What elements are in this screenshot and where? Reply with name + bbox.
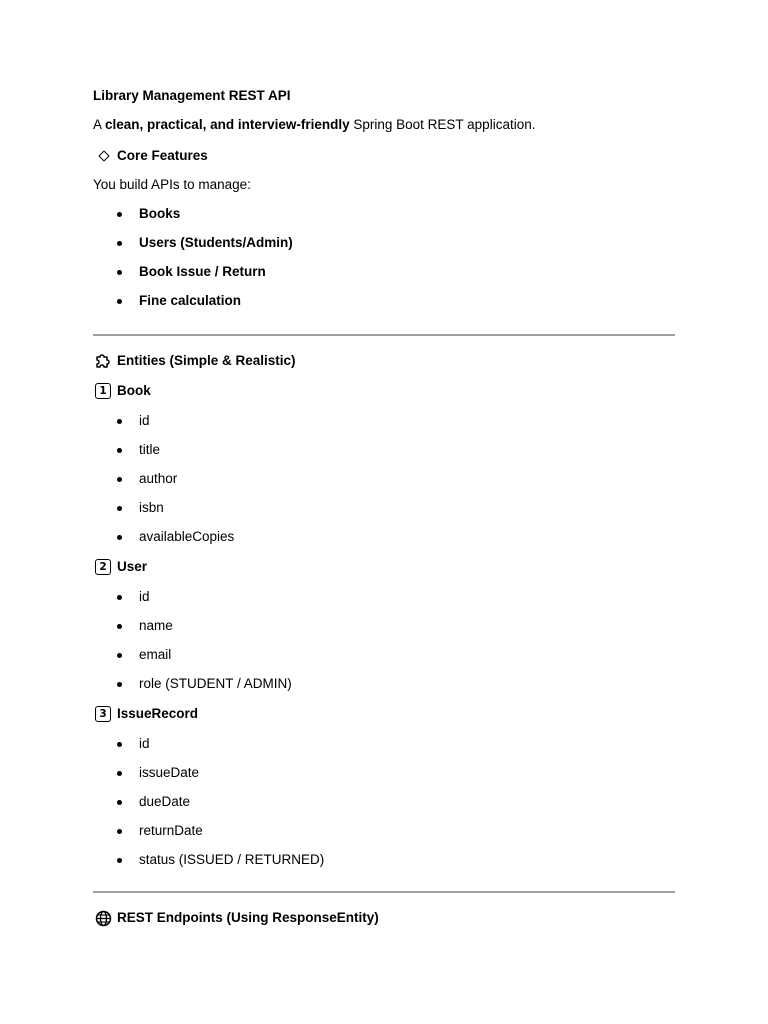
bullet-icon <box>117 448 122 453</box>
bullet-icon <box>117 506 122 511</box>
bullet-icon <box>117 535 122 540</box>
entity-name: IssueRecord <box>117 706 199 721</box>
entity-field: status (ISSUED / RETURNED) <box>139 852 325 867</box>
intro-bold: clean, practical, and interview-friendly <box>105 117 350 132</box>
feature-item: Books <box>139 206 181 221</box>
entity-field: id <box>139 413 150 428</box>
diamond-icon <box>98 150 109 161</box>
bullet-icon <box>117 212 122 217</box>
puzzle-icon <box>95 352 112 369</box>
bullet-icon <box>117 270 122 275</box>
number-1-icon: 1 <box>95 383 111 399</box>
intro-suffix: Spring Boot REST application. <box>349 117 536 132</box>
bullet-icon <box>117 858 122 863</box>
bullet-icon <box>117 299 122 304</box>
document-title: Library Management REST API <box>93 88 291 103</box>
core-features-heading: Core Features <box>117 148 208 163</box>
entity-field: name <box>139 618 173 633</box>
entity-field: isbn <box>139 500 164 515</box>
bullet-icon <box>117 800 122 805</box>
bullet-icon <box>117 419 122 424</box>
feature-item: Fine calculation <box>139 293 242 308</box>
bullet-icon <box>117 653 122 658</box>
bullet-icon <box>117 771 122 776</box>
bullet-icon <box>117 477 122 482</box>
bullet-icon <box>117 624 122 629</box>
bullet-icon <box>117 241 122 246</box>
core-features-lead: You build APIs to manage: <box>93 177 251 192</box>
horizontal-divider <box>93 334 675 336</box>
feature-item: Book Issue / Return <box>139 264 266 279</box>
bullet-icon <box>117 682 122 687</box>
entity-field: availableCopies <box>139 529 235 544</box>
entity-field: email <box>139 647 172 662</box>
number-2-icon: 2 <box>95 559 111 575</box>
globe-icon <box>95 910 112 927</box>
number-3-icon: 3 <box>95 706 111 722</box>
entity-field: id <box>139 589 150 604</box>
endpoints-heading: REST Endpoints (Using ResponseEntity) <box>117 910 379 925</box>
entity-field: dueDate <box>139 794 191 809</box>
entity-field: title <box>139 442 161 457</box>
entity-field: author <box>139 471 178 486</box>
entities-heading: Entities (Simple & Realistic) <box>117 353 296 368</box>
entity-field: id <box>139 736 150 751</box>
entity-name: Book <box>117 383 151 398</box>
entity-name: User <box>117 559 148 574</box>
entity-field: role (STUDENT / ADMIN) <box>139 676 292 691</box>
bullet-icon <box>117 829 122 834</box>
feature-item: Users (Students/Admin) <box>139 235 293 250</box>
horizontal-divider <box>93 891 675 893</box>
intro-paragraph <box>93 116 535 134</box>
bullet-icon <box>117 742 122 747</box>
entity-field: issueDate <box>139 765 200 780</box>
entity-field: returnDate <box>139 823 203 838</box>
intro-prefix: A <box>93 117 106 132</box>
bullet-icon <box>117 595 122 600</box>
